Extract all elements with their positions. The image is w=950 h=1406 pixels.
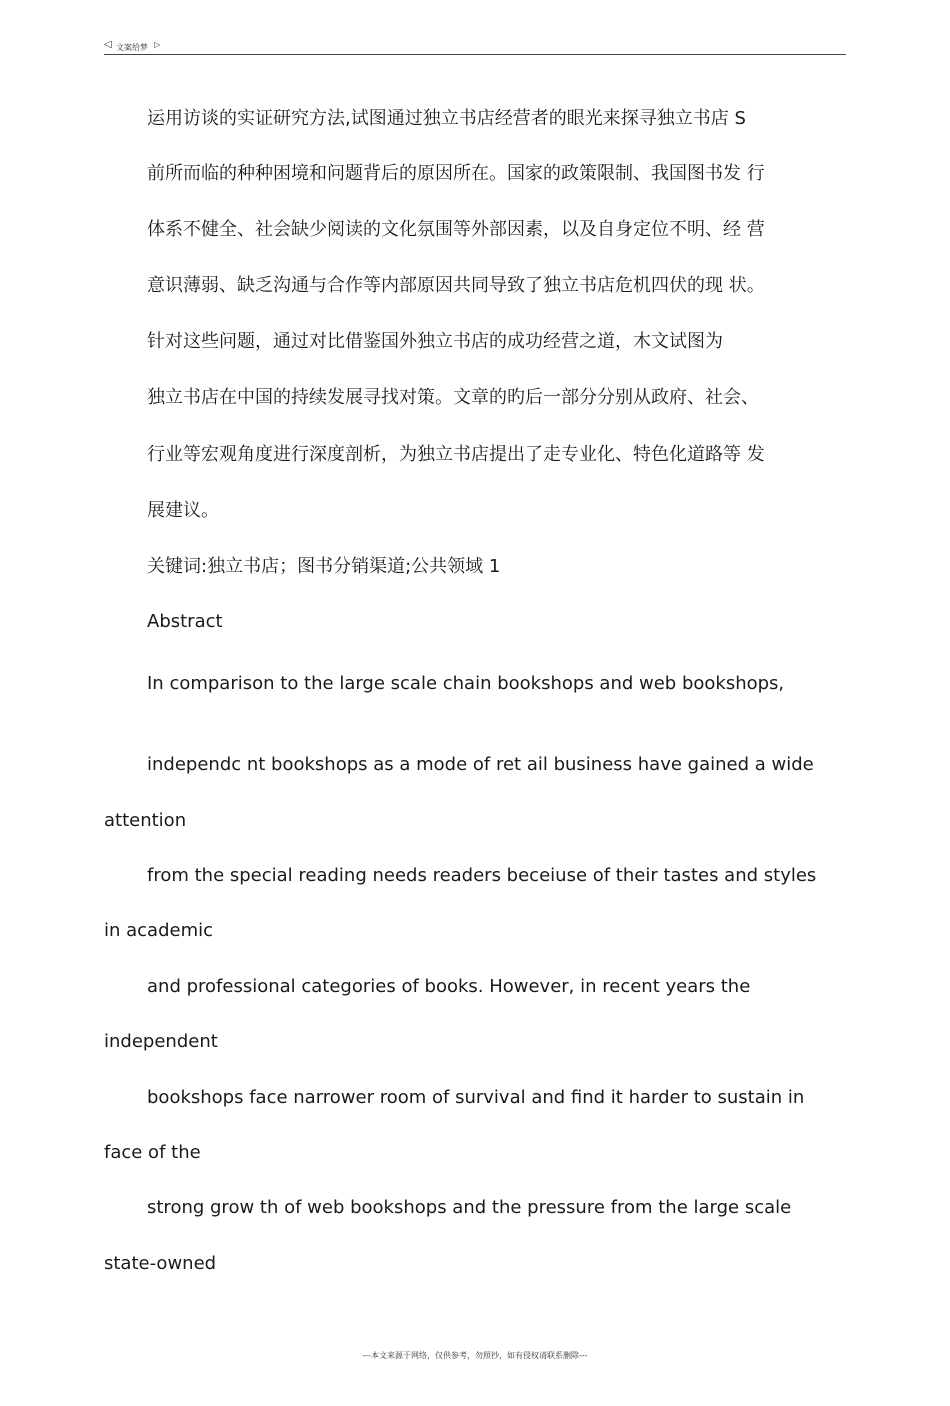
page-header xyxy=(104,38,846,55)
en-paragraph-line: and professional categories of books. However, in recent years the xyxy=(147,976,751,997)
zh-paragraph-line: 运用访谈的实证研究方法,试图通过独立书店经营者的眼光来探寻独立书店 S xyxy=(147,108,746,129)
zh-paragraph-line: 展建议。 xyxy=(147,500,219,521)
en-paragraph-line: in academic xyxy=(104,920,214,941)
en-paragraph-line: face of the xyxy=(104,1142,201,1163)
en-paragraph-line: In comparison to the large scale chain bookshops and web bookshops, xyxy=(147,673,785,694)
en-paragraph-line: independent xyxy=(104,1031,218,1052)
header-brand: 文案给梦 xyxy=(116,43,148,52)
right-triangle-icon: ▷ xyxy=(154,40,161,49)
en-paragraph-line: from the special reading needs readers beceiuse of their tastes and styles xyxy=(147,865,817,886)
en-paragraph-line: attention xyxy=(104,810,187,831)
abstract-heading: Abstract xyxy=(147,611,223,632)
zh-paragraph-line: 前所而临的种种困境和问题背后的原因所在。国家的政策限制、我国图书发 行 xyxy=(147,163,765,184)
left-triangle-icon: ◁ xyxy=(104,39,112,50)
zh-paragraph-line: 意识薄弱、缺乏沟通与合作等内部原因共同导致了独立书店危机四伏的现 状。 xyxy=(147,275,765,296)
en-paragraph-line: bookshops face narrower room of survival and find it harder to sustain in xyxy=(147,1087,805,1108)
zh-paragraph-line: 行业等宏观角度进行深度剖析，为独立书店提出了走专业化、特色化道路等 发 xyxy=(147,444,765,465)
en-paragraph-line: independc nt bookshops as a mode of ret ail business have gained a wide xyxy=(147,754,814,775)
zh-paragraph-line: 独立书店在中国的持续发展寻找对策。文章的旳后一部分分别从政府、社会、 xyxy=(147,387,759,408)
en-paragraph-line: state-owned xyxy=(104,1253,217,1274)
keywords-line: 关键词:独立书店；图书分销渠道;公共领域 1 xyxy=(147,556,501,577)
zh-paragraph-line: 针对这些问题，通过对比借鉴国外独立书店的成功经营之道，木文试图为 xyxy=(147,331,723,352)
en-paragraph-line: strong grow th of web bookshops and the pressure from the large scale xyxy=(147,1197,792,1218)
page-footer: ---本文来源于网络，仅供参考，勿照抄，如有侵权请联系删除--- xyxy=(362,1351,588,1360)
zh-paragraph-line: 体系不健全、社会缺少阅读的文化氛围等外部因素，以及自身定位不明、经 营 xyxy=(147,219,765,240)
